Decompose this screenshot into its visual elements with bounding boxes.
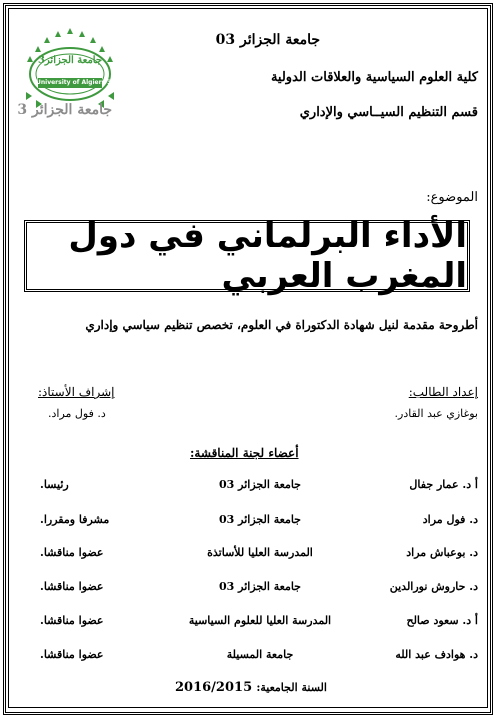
thesis-statement: أطروحة مقدمة لنيل شهادة الدكتوراة في العلوم، تخصص تنظيم سياسي وإداري	[85, 318, 478, 332]
member-name: أ د. عمار جفال	[409, 478, 478, 491]
academic-year	[175, 680, 327, 695]
member-role: عضوا مناقشا.	[40, 546, 104, 559]
thesis-title: الأداء البرلماني في دول المغرب العربي	[68, 216, 467, 296]
title-box	[24, 216, 470, 296]
committee-row	[0, 478, 500, 498]
member-institution: المدرسة العليا للعلوم السياسية	[188, 614, 332, 627]
logo-arabic-name: جامعة الجزائر3	[37, 55, 103, 66]
committee-row	[0, 546, 500, 566]
university-name: جامعة الجزائر 03	[215, 32, 320, 48]
university-logo	[18, 22, 122, 134]
member-role: عضوا مناقشا.	[40, 580, 104, 593]
supervisor-name: د. فول مراد.	[48, 407, 106, 420]
student-label: إعداد الطالب:	[408, 385, 478, 399]
member-institution: جامعة المسيلة	[226, 648, 294, 661]
member-role: عضوا مناقشا.	[40, 648, 104, 661]
member-institution: جامعة الجزائر 03	[219, 513, 301, 526]
member-name: د. حاروش نورالدين	[389, 580, 478, 593]
member-role: رئيسا.	[40, 478, 69, 491]
committee-row	[0, 648, 500, 668]
committee-row	[0, 580, 500, 600]
member-role: مشرفا ومقررا.	[40, 513, 110, 526]
member-name: د. هوادف عبد الله	[395, 648, 478, 661]
logo-caption: جامعة الجزائر 3	[17, 102, 112, 118]
student-name: بوغازي عبد القادر.	[394, 407, 478, 420]
academic-year-value: 2016/2015	[175, 680, 253, 695]
subject-label: الموضوع:	[426, 190, 478, 205]
member-name: د. بوعباش مراد	[406, 546, 478, 559]
faculty-name: كلية العلوم السياسية والعلاقات الدولية	[270, 70, 478, 85]
member-institution: جامعة الجزائر 03	[219, 580, 301, 593]
member-role: عضوا مناقشا.	[40, 614, 104, 627]
member-institution: المدرسة العليا للأساتذة	[207, 546, 313, 559]
member-institution: جامعة الجزائر 03	[219, 478, 301, 491]
committee-label: أعضاء لجنة المناقشة:	[190, 446, 299, 460]
department-name: قسم التنظيم السيــاسي والإداري	[299, 105, 478, 120]
committee-row	[0, 614, 500, 634]
academic-year-label: السنة الجامعية:	[256, 681, 327, 694]
supervisor-label: إشراف الأستاذ:	[38, 385, 115, 399]
committee-row	[0, 513, 500, 533]
member-name: أ د. سعود صالح	[406, 614, 478, 627]
member-name: د. فول مراد	[422, 513, 478, 526]
logo-english-name: University of Algiers 3	[36, 79, 112, 86]
